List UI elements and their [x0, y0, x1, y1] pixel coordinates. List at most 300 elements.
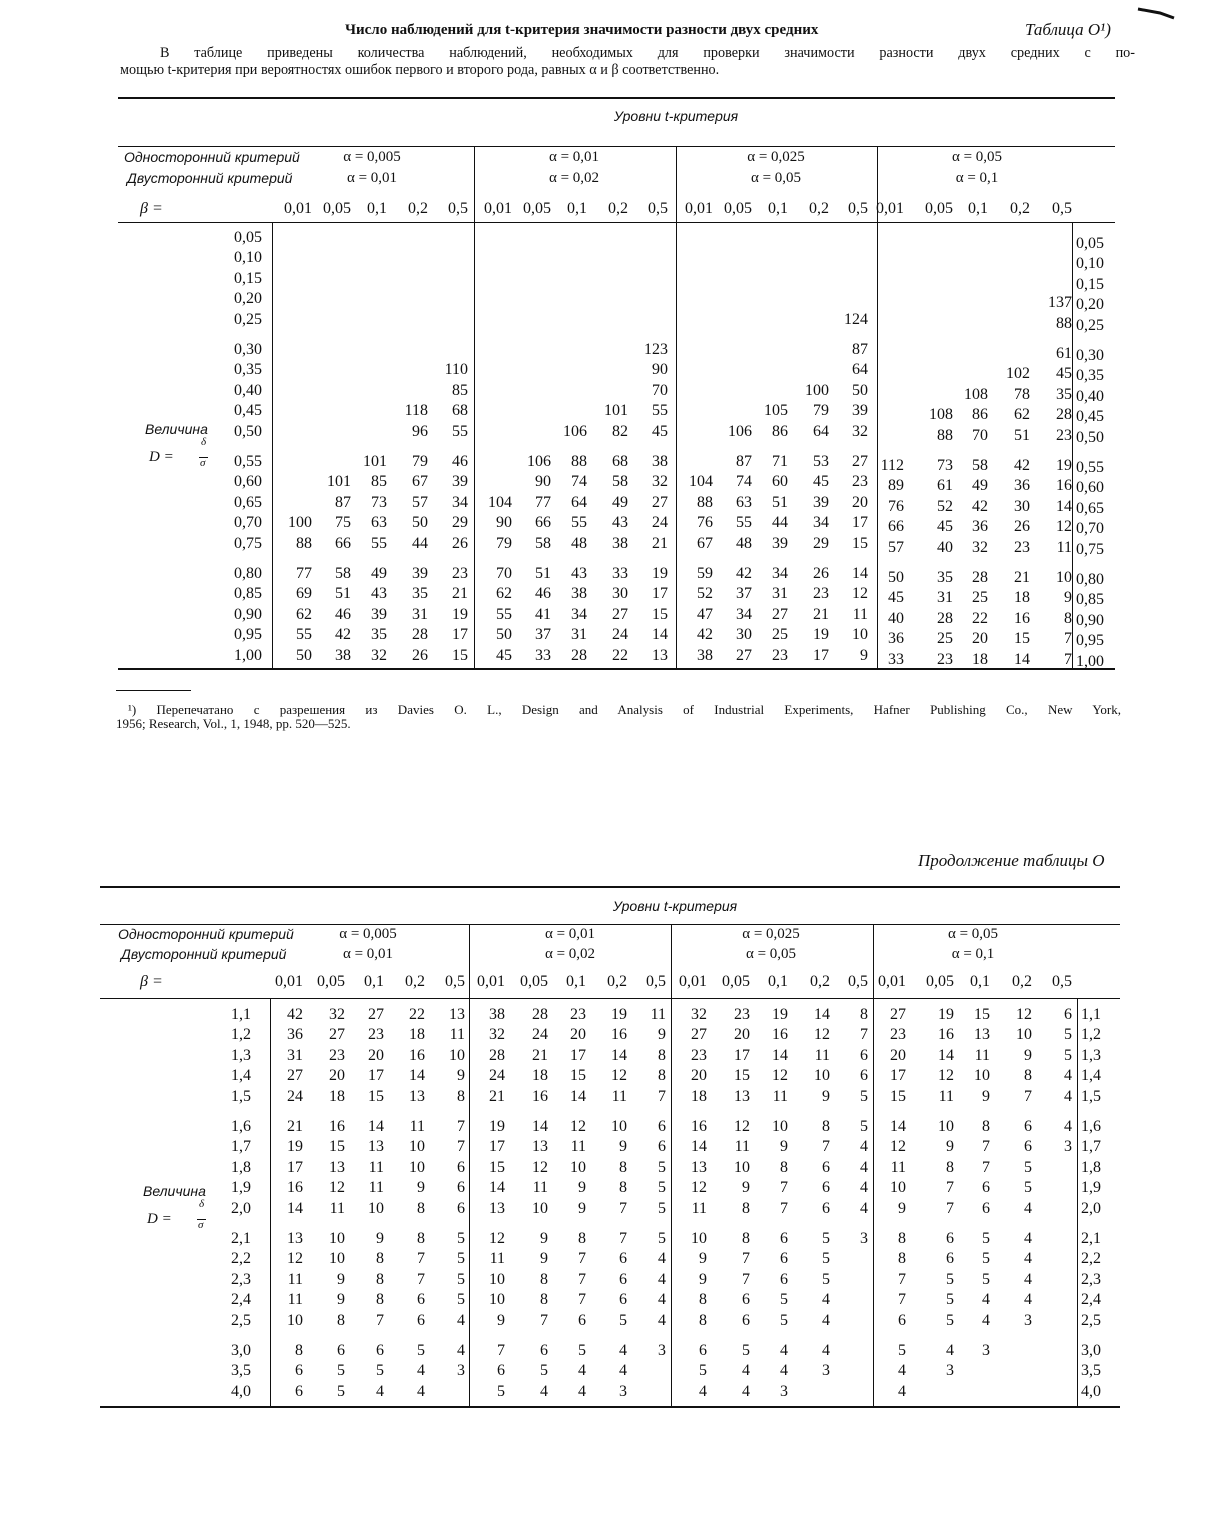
table-cell: 86: [972, 406, 988, 424]
table-cell: 6: [619, 1250, 627, 1268]
table-cell: 14: [652, 626, 668, 644]
table-cell: 110: [444, 361, 468, 379]
table-cell: 15: [329, 1138, 345, 1156]
table-cell: 3: [658, 1342, 666, 1359]
table-cell: 7: [898, 1270, 906, 1288]
table-cell: 70: [972, 426, 988, 444]
table-cell: 7: [780, 1179, 788, 1197]
table-cell: 24: [287, 1087, 303, 1105]
table-cell: 10: [570, 1158, 586, 1176]
beta-label: β =: [140, 200, 163, 217]
table-cell: 7: [982, 1138, 990, 1156]
table-cell: 7: [578, 1291, 586, 1309]
table-cell: 6: [540, 1342, 548, 1359]
table-cell: 9: [337, 1291, 345, 1309]
table-cell: 88: [296, 534, 312, 552]
table-cell: 7: [619, 1230, 627, 1247]
d-value-left: 1,2: [231, 1026, 251, 1044]
table-cell: 28: [489, 1046, 505, 1064]
table-cell: 23: [734, 1006, 750, 1023]
table-cell: 5: [780, 1291, 788, 1309]
table-cell: 63: [736, 493, 752, 511]
table-cell: 15: [368, 1087, 384, 1105]
table-cell: 86: [772, 422, 788, 440]
table-cell: 46: [535, 585, 551, 603]
table-cell: 45: [496, 646, 512, 664]
table-cell: 5: [699, 1362, 707, 1380]
beta-header: 0,5: [648, 200, 668, 217]
table-cell: 18: [972, 650, 988, 668]
table-cell: 10: [489, 1270, 505, 1288]
d-value-left: 0,05: [234, 229, 262, 246]
table-cell: 12: [734, 1118, 750, 1135]
d-value-right: 1,6: [1081, 1118, 1101, 1135]
table-cell: 5: [946, 1270, 954, 1288]
beta-header: 0,05: [926, 973, 954, 990]
table-cell: 9: [822, 1087, 830, 1105]
table-cell: 15: [652, 605, 668, 623]
table-cell: 14: [814, 1006, 830, 1023]
table-cell: 6: [417, 1291, 425, 1309]
table-cell: 4: [1024, 1270, 1032, 1288]
alpha-two-sided: α = 0,1: [951, 946, 995, 962]
table-cell: 11: [449, 1026, 465, 1044]
d-value-left: 0,45: [234, 402, 262, 420]
table-cell: 3: [822, 1362, 830, 1380]
table-cell: 89: [888, 477, 904, 495]
table-cell: 24: [652, 514, 668, 532]
table-cell: 3: [780, 1382, 788, 1400]
table-cell: 8: [780, 1158, 788, 1176]
beta-header: 0,1: [970, 973, 990, 990]
corner-mark-icon: [1136, 6, 1176, 20]
table-cell: 4: [982, 1311, 990, 1329]
table-cell: 38: [697, 646, 713, 664]
table-cell: 12: [691, 1179, 707, 1197]
table-cell: 79: [412, 453, 428, 470]
d-value-left: 1,9: [231, 1179, 251, 1197]
table-cell: 6: [699, 1342, 707, 1359]
d-value-right: 2,2: [1081, 1250, 1101, 1268]
alpha-one-sided: α = 0,005: [339, 926, 397, 942]
table-cell: 7: [822, 1138, 830, 1156]
table-cell: 3: [457, 1362, 465, 1380]
table-cell: 21: [1014, 569, 1030, 586]
intro-text: [120, 45, 1135, 79]
table-cell: 11: [852, 605, 868, 623]
table-cell: 32: [972, 538, 988, 556]
d-value-right: 0,75: [1076, 540, 1104, 558]
table-cell: 12: [611, 1067, 627, 1085]
table-cell: 23: [813, 585, 829, 603]
table-cell: 63: [371, 514, 387, 532]
table-cell: 66: [535, 514, 551, 532]
intro-line-1: В таблице приведены количества наблюдений, необходимых для проверки значимости разности двух средних с по-: [160, 45, 1135, 61]
d-value-right: 2,5: [1081, 1311, 1101, 1329]
table-cell: 42: [287, 1006, 303, 1023]
beta-header: 0,05: [724, 200, 752, 217]
d-value-left: 2,5: [231, 1311, 251, 1329]
d-value-right: 0,90: [1076, 611, 1104, 629]
table-cell: 42: [972, 497, 988, 515]
sigma-symbol: σ: [198, 1219, 204, 1231]
footnote: [116, 703, 1121, 731]
table-cell: 7: [780, 1199, 788, 1217]
d-value-left: 0,25: [234, 310, 262, 328]
table-cell: 6: [658, 1118, 666, 1135]
table-cell: 12: [570, 1118, 586, 1135]
alpha-two-sided: α = 0,02: [548, 170, 600, 186]
table-cell: 37: [535, 626, 551, 644]
table-cell: 46: [452, 453, 468, 470]
d-value-right: 0,50: [1076, 428, 1104, 446]
table-cell: 15: [734, 1067, 750, 1085]
table-cell: 8: [1064, 609, 1072, 627]
table-cell: 4: [780, 1362, 788, 1380]
table-cell: 31: [772, 585, 788, 603]
table-cell: 44: [412, 534, 428, 552]
table-cell: 40: [888, 609, 904, 627]
table-cell: 6: [295, 1382, 303, 1400]
table-cell: 55: [452, 422, 468, 440]
d-value-right: 4,0: [1081, 1382, 1101, 1400]
table-cell: 14: [691, 1138, 707, 1156]
table-cell: 36: [888, 630, 904, 648]
d-value-left: 1,6: [231, 1118, 251, 1135]
table-cell: 40: [937, 538, 953, 556]
table-cell: 124: [844, 310, 868, 328]
table-bottom-rule: [100, 1406, 1120, 1408]
table-cell: 4: [898, 1362, 906, 1380]
table-cell: 18: [532, 1067, 548, 1085]
table-cell: 15: [452, 646, 468, 664]
table-cell: 9: [417, 1179, 425, 1197]
sigma-symbol: σ: [200, 457, 206, 469]
d-value-left: 3,0: [231, 1342, 251, 1359]
table-cell: 6: [457, 1179, 465, 1197]
d-value-right: 0,95: [1076, 632, 1104, 650]
table-cell: 13: [409, 1087, 425, 1105]
alpha-one-sided: α = 0,025: [742, 926, 800, 942]
table-cell: 6: [376, 1342, 384, 1359]
magnitude-label: Величина: [143, 1183, 206, 1199]
table-cell: 4: [619, 1342, 627, 1359]
table-cell: 10: [890, 1179, 906, 1197]
group-separator: [877, 146, 878, 668]
table-cell: 26: [412, 646, 428, 664]
table-cell: 4: [658, 1311, 666, 1329]
table-cell: 4: [822, 1311, 830, 1329]
table-cell: 7: [376, 1311, 384, 1329]
table-cell: 4: [1024, 1199, 1032, 1217]
table-cell: 23: [1056, 426, 1072, 444]
d-value-right: 3,0: [1081, 1342, 1101, 1359]
table-cell: 67: [412, 473, 428, 491]
table-cell: 8: [295, 1342, 303, 1359]
table-cell: 19: [611, 1006, 627, 1023]
table-cell: 19: [772, 1006, 788, 1023]
table-cell: 106: [563, 422, 587, 440]
table-cell: 3: [1064, 1138, 1072, 1156]
table-cell: 100: [288, 514, 312, 532]
d-value-left: 1,00: [234, 646, 262, 664]
table-cell: 5: [898, 1342, 906, 1359]
footnote-line-2: 1956; Research, Vol., 1, 1948, pp. 520—525.: [116, 716, 351, 731]
table-cell: 5: [822, 1250, 830, 1268]
table-cell: 5: [780, 1311, 788, 1329]
table-cell: 6: [822, 1179, 830, 1197]
table-cell: 38: [612, 534, 628, 552]
table-cell: 13: [489, 1199, 505, 1217]
table-cell: 74: [736, 473, 752, 491]
table-cell: 3: [860, 1230, 868, 1247]
table-cell: 22: [612, 646, 628, 664]
table-cell: 87: [335, 493, 351, 511]
table-cell: 17: [813, 646, 829, 664]
beta-header: 0,1: [566, 973, 586, 990]
table-cell: 61: [937, 477, 953, 495]
beta-header: 0,05: [520, 973, 548, 990]
table-cell: 5: [497, 1382, 505, 1400]
table-cell: 11: [329, 1199, 345, 1217]
table-cell: 8: [742, 1230, 750, 1247]
beta-header: 0,01: [876, 200, 904, 217]
table-cell: 14: [368, 1118, 384, 1135]
d-value-left: 0,55: [234, 453, 262, 470]
table-cell: 11: [368, 1158, 384, 1176]
data-left-border: [270, 998, 271, 1406]
table-cell: 6: [1024, 1118, 1032, 1135]
alpha-two-sided: α = 0,05: [750, 170, 802, 186]
beta-header: 0,01: [275, 973, 303, 990]
table-cell: 64: [571, 493, 587, 511]
d-value-right: 2,3: [1081, 1270, 1101, 1288]
table-cell: 45: [1056, 365, 1072, 383]
table-cell: 20: [890, 1046, 906, 1064]
table-cell: 32: [489, 1026, 505, 1044]
table-cell: 37: [736, 585, 752, 603]
table-cell: 35: [1056, 385, 1072, 403]
table-cell: 13: [652, 646, 668, 664]
table-cell: 33: [888, 650, 904, 668]
table-cell: 58: [612, 473, 628, 491]
table-cell: 6: [822, 1199, 830, 1217]
table-cell: 15: [890, 1087, 906, 1105]
beta-header: 0,2: [608, 200, 628, 217]
table-cell: 39: [813, 493, 829, 511]
table-cell: 49: [612, 493, 628, 511]
table-cell: 69: [296, 585, 312, 603]
table-label: Таблица О¹): [1025, 20, 1111, 39]
d-value-right: 0,10: [1076, 255, 1104, 273]
beta-header: 0,1: [567, 200, 587, 217]
beta-header: 0,05: [317, 973, 345, 990]
d-value-left: 0,80: [234, 565, 262, 582]
table-cell: 112: [880, 457, 904, 474]
table-cell: 52: [697, 585, 713, 603]
d-value-right: 0,15: [1076, 275, 1104, 293]
table-cell: 4: [742, 1382, 750, 1400]
table-cell: 12: [329, 1179, 345, 1197]
table-cell: 12: [890, 1138, 906, 1156]
table-cell: 3: [946, 1362, 954, 1380]
table-cell: 87: [736, 453, 752, 470]
table-cell: 23: [368, 1026, 384, 1044]
table-cell: 27: [852, 453, 868, 470]
table-cell: 11: [570, 1138, 586, 1156]
table-cell: 4: [822, 1342, 830, 1359]
table-cell: 13: [329, 1158, 345, 1176]
table-cell: 49: [972, 477, 988, 495]
table-cell: 8: [742, 1199, 750, 1217]
table-cell: 4: [898, 1382, 906, 1400]
table-cell: 36: [972, 518, 988, 536]
table-cell: 3: [982, 1342, 990, 1359]
table-cell: 5: [457, 1230, 465, 1247]
table-cell: 62: [296, 605, 312, 623]
table-cell: 66: [888, 518, 904, 536]
table-cell: 6: [860, 1067, 868, 1085]
table-cell: 78: [1014, 385, 1030, 403]
d-value-left: 1,1: [231, 1006, 251, 1023]
table-cell: 23: [570, 1006, 586, 1023]
table-cell: 5: [1024, 1158, 1032, 1176]
table-cell: 4: [457, 1342, 465, 1359]
table-cell: 79: [813, 402, 829, 420]
table-cell: 11: [772, 1087, 788, 1105]
table-cell: 79: [496, 534, 512, 552]
table-cell: 6: [497, 1362, 505, 1380]
table-cell: 10: [691, 1230, 707, 1247]
table-cell: 19: [813, 626, 829, 644]
table-cell: 13: [449, 1006, 465, 1023]
table-cell: 90: [652, 361, 668, 379]
table-cell: 4: [578, 1362, 586, 1380]
table-cell: 26: [452, 534, 468, 552]
two-sided-label: Двусторонний критерий: [121, 946, 287, 962]
table-cell: 8: [417, 1199, 425, 1217]
table-cell: 45: [888, 589, 904, 607]
beta-header: 0,1: [768, 200, 788, 217]
table-cell: 5: [822, 1230, 830, 1247]
magnitude-label: Величина: [145, 421, 208, 437]
table-cell: 12: [1016, 1006, 1032, 1023]
d-value-left: 0,15: [234, 269, 262, 287]
table-cell: 8: [540, 1291, 548, 1309]
table-cell: 8: [376, 1270, 384, 1288]
table-cell: 23: [691, 1046, 707, 1064]
beta-header: 0,1: [364, 973, 384, 990]
table-cell: 24: [612, 626, 628, 644]
table-cell: 67: [697, 534, 713, 552]
table-cell: 8: [578, 1230, 586, 1247]
table-cell: 7: [742, 1270, 750, 1288]
table-cell: 12: [852, 585, 868, 603]
table-cell: 5: [982, 1250, 990, 1268]
table-cell: 20: [570, 1026, 586, 1044]
table-cell: 57: [412, 493, 428, 511]
table-cell: 6: [742, 1291, 750, 1309]
d-value-right: 0,85: [1076, 591, 1104, 609]
intro-line-2: мощью t-критерия при вероятностях ошибок первого и второго рода, равных α и β соответственно.: [120, 62, 720, 78]
levels-title: Уровни t-критерия: [612, 898, 738, 914]
table-cell: 5: [540, 1362, 548, 1380]
d-value-left: 2,2: [231, 1250, 251, 1268]
table-cell: 5: [457, 1291, 465, 1309]
table-cell: 90: [496, 514, 512, 532]
table-cell: 20: [329, 1067, 345, 1085]
table-cell: 68: [612, 453, 628, 470]
table-cell: 6: [578, 1311, 586, 1329]
table-cell: 7: [946, 1179, 954, 1197]
table-cell: 32: [852, 422, 868, 440]
table-cell: 76: [888, 497, 904, 515]
table-cell: 85: [452, 381, 468, 399]
table-cell: 77: [296, 565, 312, 582]
table-cell: 10: [368, 1199, 384, 1217]
table-cell: 6: [780, 1270, 788, 1288]
table-cell: 14: [611, 1046, 627, 1064]
d-value-left: 1,7: [231, 1138, 251, 1156]
alpha-one-sided: α = 0,01: [548, 149, 600, 165]
d-value-left: 0,95: [234, 626, 262, 644]
table-cell: 39: [371, 605, 387, 623]
table-cell: 58: [535, 534, 551, 552]
table-cell: 14: [570, 1087, 586, 1105]
table-cell: 55: [736, 514, 752, 532]
header-rule: [118, 146, 1115, 147]
table-cell: 17: [652, 585, 668, 603]
table-cell: 32: [371, 646, 387, 664]
alpha-one-sided: α = 0,025: [747, 149, 805, 165]
table-cell: 6: [822, 1158, 830, 1176]
delta-symbol: δ: [199, 1198, 205, 1210]
d-value-left: 0,40: [234, 381, 262, 399]
d-value-right: 1,4: [1081, 1067, 1101, 1085]
table-cell: 88: [937, 426, 953, 444]
table-cell: 10: [409, 1158, 425, 1176]
table-cell: 5: [982, 1270, 990, 1288]
beta-header: 0,01: [878, 973, 906, 990]
table-cell: 6: [658, 1138, 666, 1156]
table-cell: 101: [604, 402, 628, 420]
table-cell: 23: [329, 1046, 345, 1064]
table-cell: 10: [1016, 1026, 1032, 1044]
table-cell: 118: [404, 402, 428, 420]
table-cell: 7: [457, 1118, 465, 1135]
table-cell: 20: [734, 1026, 750, 1044]
one-sided-label: Односторонний критерий: [124, 149, 300, 165]
table-cell: 24: [532, 1026, 548, 1044]
beta-header: 0,2: [809, 200, 829, 217]
table-cell: 36: [287, 1026, 303, 1044]
d-value-left: 1,8: [231, 1158, 251, 1176]
table-cell: 51: [772, 493, 788, 511]
data-left-border: [272, 222, 273, 668]
table-cell: 100: [805, 381, 829, 399]
d-value-right: 0,05: [1076, 235, 1104, 252]
table-cell: 10: [814, 1067, 830, 1085]
table-cell: 6: [1024, 1138, 1032, 1156]
table-cell: 7: [742, 1250, 750, 1268]
table-cell: 16: [287, 1179, 303, 1197]
table-cell: 7: [1064, 650, 1072, 668]
table-cell: 7: [982, 1158, 990, 1176]
table-cell: 13: [974, 1026, 990, 1044]
table-cell: 16: [409, 1046, 425, 1064]
table-cell: 12: [489, 1230, 505, 1247]
d-value-left: 0,60: [234, 473, 262, 491]
